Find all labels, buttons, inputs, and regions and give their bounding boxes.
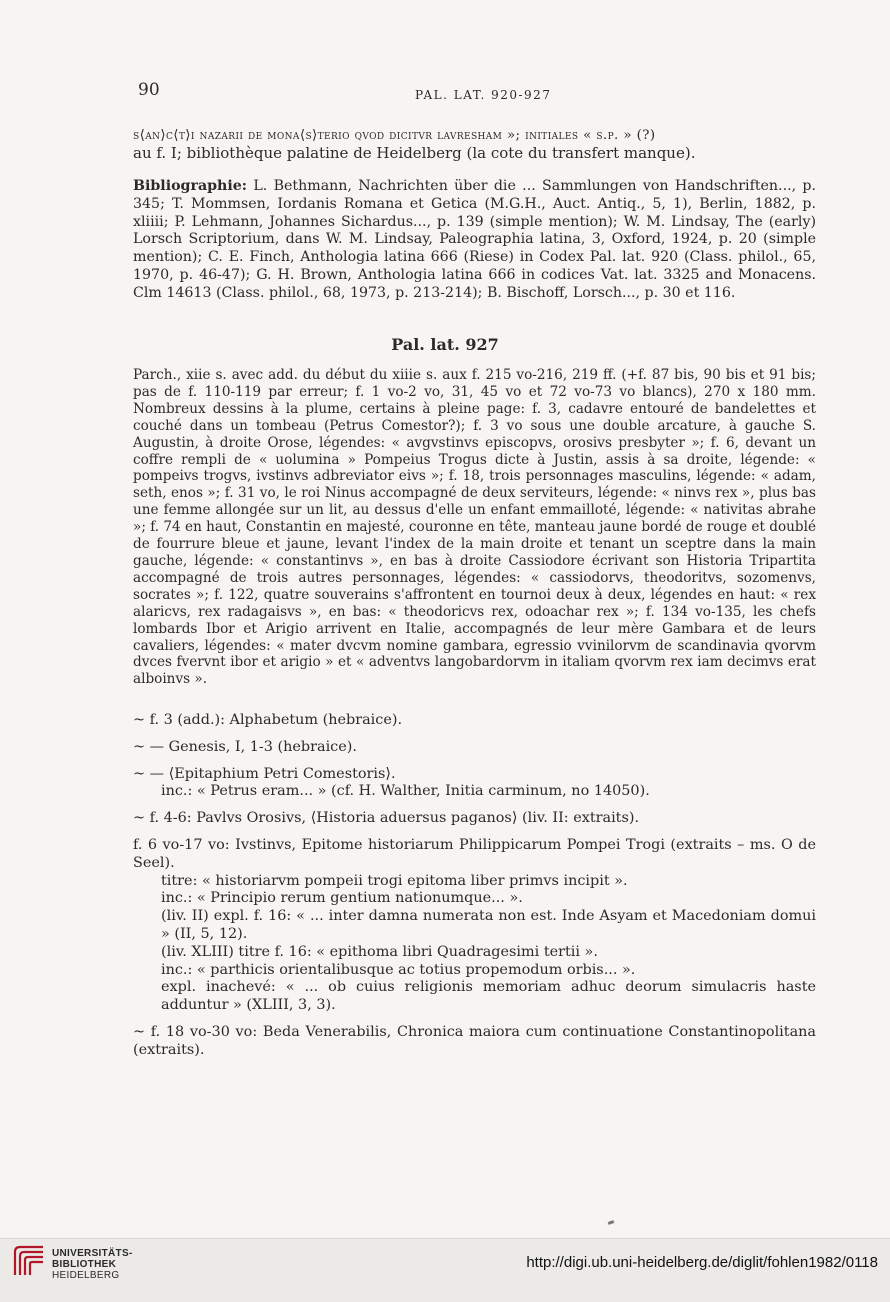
entry-iustinus-titre: titre: « historiarvm pompeii trogi epitoma liber primvs incipit ».	[161, 872, 628, 889]
manuscript-description: Parch., xiie s. avec add. du début du xiiie s. aux f. 215 vo-216, 219 ff. (+f. 87 bis, 90 bis et 91 bis; pas de f. 110-119 par erreur; f. 1 vo-2 vo, 31, 45 vo et 72 vo-73 vo blancs), 270 x 180 mm. Nombreux dessins à la plume, certains à pleine page: f. 3, cadavre entouré de bandelettes et couché dans un tombeau (Petrus Comestor?); f. 3 vo sous une double arcature, à gauche S. Augustin, à droite Orose, légendes: « avgvstinvs episcopvs, orosivs presbyter »; f. 6, devant un coffre rempli de « uolumina » Pompeius Trogus dicte à Justin, assis à sa droite, légende: « pompeivs trogvs, ivstinvs adbreviator eivs »; f. 18, trois personnages masculins, légende: « adam, seth, enos »; f. 31 vo, le roi Ninus accompagné de deux serviteurs, légende: « ninvs rex », plus bas une femme allongée sur un lit, au dessus d'elle un enfant emmailloté, légende: « nativitas abrahe »; f. 74 en haut, Constantin en majesté, couronne en tête, manteau jaune bordé de rouge et doublé de fourrure bleue et jaune, levant l'index de la main droite et tenant un sceptre dans la main gauche, légende: « constantinvs », en bas à droite Cassiodore écrivant son Historia Tripartita accompagné de trois autres personnages, légendes: « cassiodorvs, theodoritvs, sozomenvs, socrates »; f. 122, quatre souverains s'affrontent en tournoi deux à deux, légendes en haut: « rex alaricvs, rex radagaisvs », en bas: « theodoricvs rex, odoachar rex »; f. 134 vo-135, les chefs lombards Ibor et Arigio arrivent en Italie, accompagnés de leur mère Gambara et de leurs cavaliers, légendes: « mater dvcvm nomine gambara, egressio vvinilorvm de scandinavia qvorvm dvces fvervnt ibor et arigio » et « adventvs langobardorvm in italiam qvorvm rex iam decimvs erat alboinvs ».	[133, 367, 816, 688]
bibliography-label: Bibliographie:	[133, 178, 248, 194]
intro-line-1: s⟨an⟩c⟨t⟩i nazarii de mona⟨s⟩terio qvod dicitvr lavresham »; initiales « s.p. » (?)	[133, 128, 656, 143]
entry-orosius: ~ f. 4-6: Pavlvs Orosivs, ⟨Historia aduersus paganos⟩ (liv. II: extraits).	[133, 810, 640, 827]
intro-paragraph	[133, 127, 816, 163]
entry-beda: ~ f. 18 vo-30 vo: Beda Venerabilis, Chronica maiora cum continuatione Constantinopolitana (extraits).	[133, 1023, 816, 1058]
logo-line-1: UNIVERSITÄTS-	[52, 1248, 133, 1259]
library-logo-icon[interactable]	[12, 1244, 46, 1278]
document-url[interactable]: http://digi.ub.uni-heidelberg.de/diglit/fohlen1982/0118	[526, 1254, 878, 1271]
entry-alphabetum: ~ f. 3 (add.): Alphabetum (hebraice).	[133, 712, 403, 728]
section-title: Pal. lat. 927	[391, 335, 499, 354]
page-number: 90	[138, 80, 160, 100]
entry-iustinus-inc: inc.: « Principio rerum gentium nationumque... ».	[161, 890, 523, 907]
entry-genesis: ~ — Genesis, I, 1-3 (hebraice).	[133, 738, 357, 755]
intro-line-2: au f. I; bibliothèque palatine de Heidelberg (la cote du transfert manque).	[133, 143, 696, 162]
bibliography-block	[133, 178, 816, 303]
entry-iustinus-expl-xliii: expl. inachevé: « ... ob cuius religionis memoriam adhuc deorum simulacris haste adduntur » (XLIII, 3, 3).	[161, 979, 816, 1014]
entry-epitaphium: ~ — ⟨Epitaphium Petri Comestoris⟩.	[133, 765, 396, 782]
contents-list	[133, 712, 816, 1060]
entry-iustinus-inc-xliii: inc.: « parthicis orientalibusque ac totius propemodum orbis... ».	[161, 961, 636, 978]
entry-iustinus-expl-ii: (liv. II) expl. f. 16: « ... inter damna numerata non est. Inde Asyam et Macedoniam domui » (II, 5, 12).	[161, 908, 816, 942]
bibliography-text: L. Bethmann, Nachrichten über die ... Sammlungen von Handschriften..., p. 345; T. Mommsen, Iordanis Romana et Getica (M.G.H., Auct. Antiq., 5, 1), Berlin, 1882, p. xliiii; P. Lehmann, Johannes Sichardus..., p. 139 (simple mention); W. M. Lindsay, The (early) Lorsch Scriptorium, dans W. M. Lindsay, Paleographia latina, 3, Oxford, 1924, p. 20 (simple mention); C. E. Finch, Anthologia latina 666 (Riese) in Codex Pal. lat. 920 (Class. philol., 65, 1970, p. 46-47); G. H. Brown, Anthologia latina 666 in codices Vat. lat. 3325 and Monacens. Clm 14613 (Class. philol., 68, 1973, p. 213-214); B. Bischoff, Lorsch..., p. 30 et 116.	[133, 178, 816, 301]
logo-line-3: HEIDELBERG	[52, 1270, 120, 1281]
entry-iustinus-titre-xliii: (liv. XLIII) titre f. 16: « epithoma libri Quadragesimi tertii ».	[161, 943, 598, 960]
entry-epitaphium-inc: inc.: « Petrus eram... » (cf. H. Walther, Initia carminum, no 14050).	[161, 783, 650, 800]
library-logo-text[interactable]	[52, 1248, 133, 1281]
logo-line-2: BIBLIOTHEK	[52, 1259, 117, 1270]
entry-iustinus: f. 6 vo-17 vo: Ivstinvs, Epitome historiarum Philippicarum Pompei Trogi (extraits – ms. O de Seel).	[133, 836, 816, 871]
running-head: PAL. LAT. 920-927	[415, 88, 552, 102]
